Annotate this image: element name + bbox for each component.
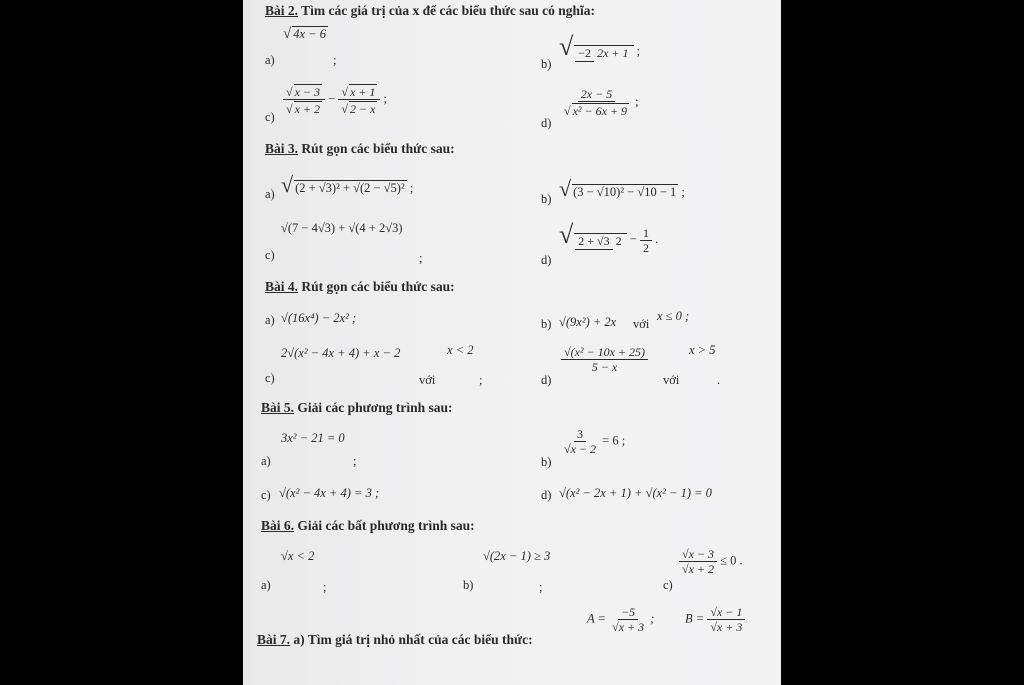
semicolon: ; [539,580,543,594]
label-3d: d) [541,253,552,267]
expr-6c: $\frac{√x - 3}{√x + 2}$ ≤ 0 . [679,548,743,575]
label-4b: b) [541,317,552,331]
semicolon: ; [419,251,423,265]
label-2c: c) [265,110,275,124]
label-6a: a) [261,578,271,592]
label-3b: b) [541,192,552,206]
label-3a: a) [265,187,275,201]
heading-bai-6: Bài 6. Giải các bất phương trình sau: [261,518,475,533]
semicolon: ; [323,580,327,594]
label-6b: b) [463,578,474,592]
semicolon: ; [333,53,337,67]
expr-7B: B = $\frac{√x - 1}{√x + 3}$ [685,606,745,633]
label-4c: c) [265,371,275,385]
label-4a: a) [265,313,275,327]
cond-4d: x > 5 [689,343,716,357]
label-2b: b) [541,57,552,71]
semicolon: ; [353,454,357,468]
expr-5b: $\frac{3}{√x - 2}$ = 6 ; [564,427,626,456]
expr-4d: $\frac{\text{√(x² − 10x + 25)}}{5 - x}$ [561,346,648,373]
cond-4c: x < 2 [447,343,474,357]
cond-4b: x ≤ 0 ; [657,309,690,323]
expr-2a: √ 4x − 6 [283,26,326,42]
worksheet-page [243,0,781,685]
label-3c: c) [265,248,275,262]
voi-4c: với [419,373,436,387]
expr-3a: √ (2 + √3)² + √(2 − √5)² ; [281,172,414,197]
expr-2c: $\frac{√ x - 3}{√ x + 2}$ − $\frac{√ x + 1}{√ 2 - x}$ ; [283,84,387,115]
expr-4c: 2√(x² − 4x + 4) + x − 2 [281,346,401,360]
heading-bai-3: Bài 3. Rút gọn các biểu thức sau: [265,141,455,156]
expr-4b: √(9x²) + 2x [559,315,617,329]
label-5d: d) [541,488,552,502]
expr-3d: √ 2 + √3 2 − $\frac{1}{2}$ . [559,220,659,255]
expr-5a: 3x² − 21 = 0 [281,431,345,445]
label-5a: a) [261,454,271,468]
heading-bai-4: Bài 4. Rút gọn các biểu thức sau: [265,279,455,294]
dot: . [717,373,721,387]
expr-4a: √(16x⁴) − 2x² ; [281,311,357,325]
voi-4d: với [663,373,680,387]
label-6c: c) [663,578,673,592]
expr-3b: √ (3 − √10)² − √10 − 1 ; [559,176,685,201]
label-5c: c) [261,488,271,502]
expr-5c: √(x² − 4x + 4) = 3 ; [279,486,380,500]
label-2a: a) [265,53,275,67]
expr-6b: √(2x − 1) ≥ 3 [483,549,551,563]
expr-3c: √(7 − 4√3) + √(4 + 2√3) [281,221,403,235]
expr-2b: √ −2 2x + 1 ; [559,32,641,61]
expr-5d: √(x² − 2x + 1) + √(x² − 1) = 0 [559,486,712,500]
heading-bai-2: Bài 2. Tìm các giá trị của x để các biểu thức sau có nghĩa: [265,3,595,18]
label-4d: d) [541,373,552,387]
label-2d: d) [541,116,552,130]
expr-2d: $\frac{2x - 5}{\text{√ x² − 6x + 9}}$ ; [564,87,639,118]
heading-bai-5: Bài 5. Giải các phương trình sau: [261,400,453,415]
voi-4b: với [633,317,650,331]
semicolon: ; [479,373,483,387]
heading-bai-7: Bài 7. a) Tìm giá trị nhỏ nhất của các biểu thức: [257,632,533,647]
expr-6a: √x < 2 [281,549,315,563]
expr-7A: A = $\frac{-5}{√x + 3}$ ; [587,605,655,634]
label-5b: b) [541,455,552,469]
